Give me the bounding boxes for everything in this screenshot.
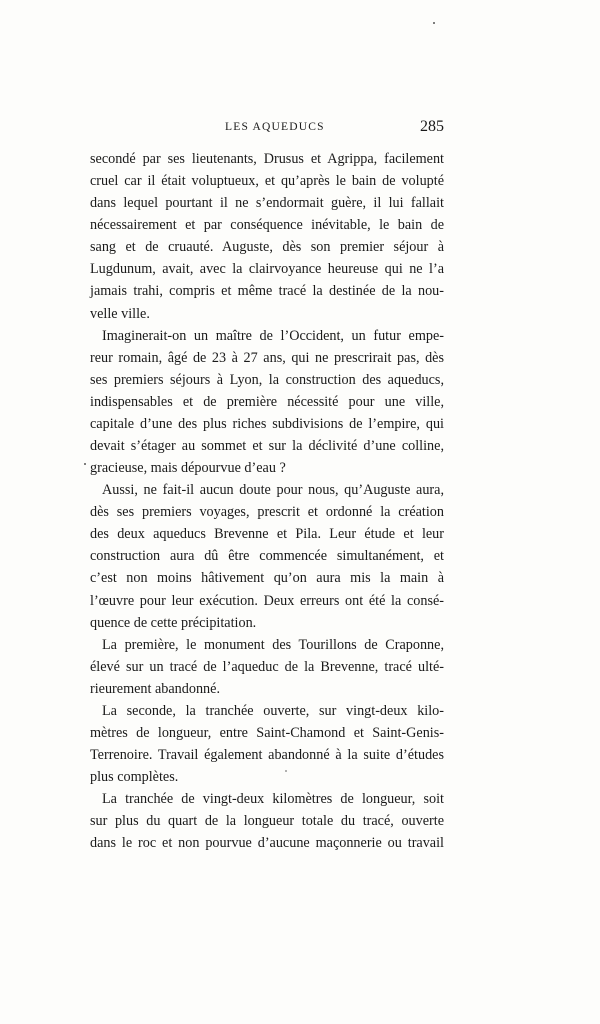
text-line: devait s’étager au sommet et sur la déclivité d’une colline, — [90, 438, 444, 455]
text-line: sur plus du quart de la longueur totale du tracé, ouverte — [90, 813, 444, 830]
paper-speck — [84, 463, 86, 465]
text-line: dès ses premiers voyages, prescrit et ordonné la création — [90, 504, 444, 521]
text-line: velle ville. — [90, 305, 150, 322]
running-head — [90, 118, 444, 141]
text-line: capitale d’une des plus riches subdivisions de l’empire, qui — [90, 415, 444, 432]
text-line: La tranchée de vingt-deux kilomètres de longueur, soit — [102, 791, 444, 808]
text-line: La première, le monument des Tourillons de Craponne, — [102, 636, 444, 653]
text-line: rieurement abandonné. — [90, 680, 220, 697]
text-line: ses premiers séjours à Lyon, la construction des aqueducs, — [90, 371, 444, 388]
text-line: quence de cette précipitation. — [90, 614, 257, 631]
text-line: Aussi, ne fait-il aucun doute pour nous, qu’Auguste aura, — [102, 482, 444, 499]
text-line: l’œuvre pour leur exécution. Deux erreurs ont été la consé- — [90, 592, 444, 609]
text-line: construction aura dû être commencée simultanément, et — [90, 548, 444, 565]
text-line: élevé sur un tracé de l’aqueduc de la Brevenne, tracé ulté- — [90, 658, 444, 675]
text-line: La seconde, la tranchée ouverte, sur vingt-deux kilo- — [102, 702, 444, 719]
text-line: cruel car il était voluptueux, et qu’après le bain de volupté — [90, 173, 444, 190]
page-number: 285 — [420, 118, 444, 135]
text-line: des deux aqueducs Brevenne et Pila. Leur étude et leur — [90, 526, 444, 543]
text-line: reur romain, âgé de 23 à 27 ans, qui ne prescrirait pas, dès — [90, 349, 444, 366]
text-line: mètres de longueur, entre Saint-Chamond et Saint-Genis- — [90, 725, 444, 742]
paper-speck — [433, 22, 435, 24]
running-title: LES AQUEDUCS — [225, 121, 325, 133]
text-line: nécessairement et par conséquence inévitable, le bain de — [90, 217, 444, 234]
text-line: plus complètes. — [90, 769, 179, 786]
text-line: secondé par ses lieutenants, Drusus et Agrippa, facilement — [90, 151, 444, 167]
text-line: jamais trahi, compris et même tracé la destinée de la nou- — [90, 283, 444, 300]
text-line: Lugdunum, avait, avec la clairvoyance heureuse qui ne l’a — [90, 261, 444, 278]
paper-speck — [285, 770, 287, 772]
text-line: Imaginerait-on un maître de l’Occident, un futur empe- — [102, 327, 444, 344]
text-line: sang et de cruauté. Auguste, dès son premier séjour à — [90, 239, 444, 256]
text-line: dans le roc et non pourvue d’aucune maçonnerie ou travail — [90, 835, 444, 852]
text-line: Terrenoire. Travail également abandonné à la suite d’études — [90, 747, 444, 764]
text-line: gracieuse, mais dépourvue d’eau ? — [90, 460, 286, 477]
body-text — [90, 148, 444, 855]
text-line: indispensables et de première nécessité pour une ville, — [90, 393, 444, 410]
text-line: c’est non moins hâtivement qu’on aura mis la main à — [90, 570, 444, 587]
text-line: dans lequel pourtant il ne s’endormait guère, il lui fallait — [90, 195, 444, 212]
